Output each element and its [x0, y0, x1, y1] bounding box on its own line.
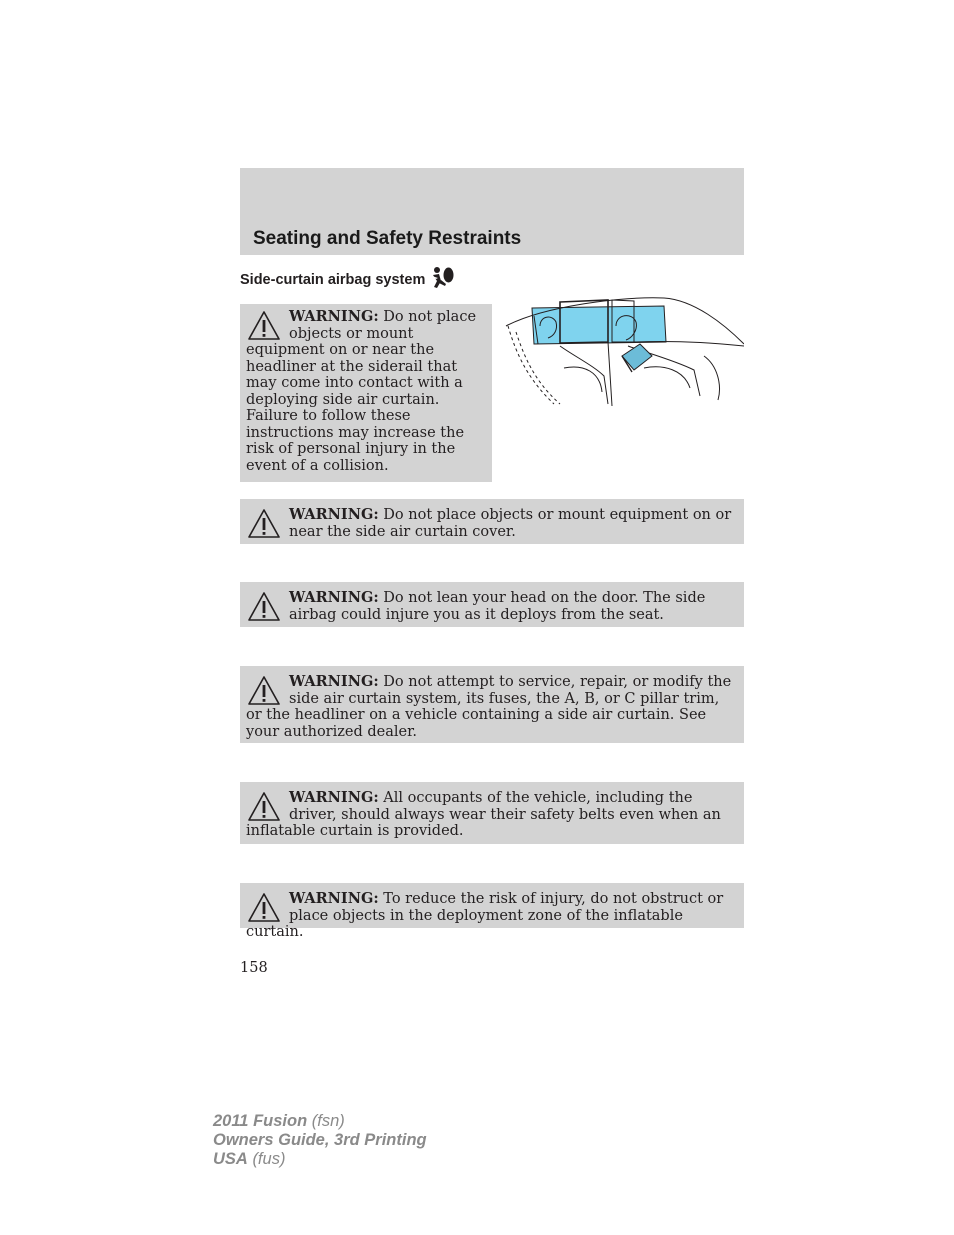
warning-triangle-icon: [247, 675, 281, 707]
warning-triangle-icon: [247, 508, 281, 540]
footer-edition-info: [213, 1112, 427, 1169]
warning-box-service: [240, 666, 744, 743]
section-header: [240, 168, 744, 255]
warning-box-curtain-cover: [240, 499, 744, 544]
warning-label: WARNING:: [289, 589, 379, 606]
footer-model-code: (fsn): [311, 1112, 345, 1130]
warning-text: Do not place objects or mount equipment on or near the side air curtain cover.: [289, 507, 732, 540]
warning-box-deployment-zone: [240, 883, 744, 940]
warning-text: To reduce the risk of injury, do not obstruct or place objects in the deployment zone of the inflatable curtain.: [246, 891, 724, 940]
warning-label: WARNING:: [289, 506, 379, 523]
subsection-heading: [240, 268, 455, 292]
footer-line-2: [213, 1131, 427, 1150]
footer-line-1: [213, 1112, 427, 1131]
warning-box-safety-belts: [240, 782, 744, 844]
warning-text: Do not place objects or mount equipment on or near the headliner at the siderail that may come into contact with a deploying side air curtain. Failure to follow these instructions may increase the risk of personal injury in the event of a collision.: [246, 309, 477, 474]
footer-market: USA: [213, 1150, 248, 1168]
footer-model: 2011 Fusion: [213, 1112, 308, 1130]
warning-triangle-icon: [247, 892, 281, 924]
warning-label: WARNING:: [289, 789, 379, 806]
section-title: Seating and Safety Restraints: [253, 228, 522, 249]
side-curtain-airbag-diagram: [504, 296, 744, 406]
warning-triangle-icon: [247, 791, 281, 823]
warning-text: Do not lean your head on the door. The side airbag could injure you as it deploys from the seat.: [289, 590, 706, 623]
subsection-title: Side-curtain airbag system: [240, 272, 426, 288]
warning-text: Do not attempt to service, repair, or modify the side air curtain system, its fuses, the A, B, or C pillar trim, or the headliner on a vehicle containing a side air curtain. See your authorized dealer.: [246, 674, 732, 740]
footer-printing: Owners Guide, 3rd Printing: [213, 1131, 427, 1149]
warning-label: WARNING:: [289, 673, 379, 690]
warning-triangle-icon: [247, 310, 281, 342]
warning-triangle-icon: [247, 591, 281, 623]
warning-text: All occupants of the vehicle, including the driver, should always wear their safety belts even when an inflatable curtain is provided.: [246, 790, 721, 839]
warning-label: WARNING:: [289, 308, 379, 325]
airbag-occupant-icon: [429, 266, 455, 294]
warning-box-lean-head: [240, 582, 744, 627]
footer-market-code: (fus): [252, 1150, 286, 1168]
warning-label: WARNING:: [289, 890, 379, 907]
footer-line-3: [213, 1150, 427, 1169]
page-number: 158: [240, 960, 268, 976]
warning-box-headliner: [240, 304, 492, 482]
